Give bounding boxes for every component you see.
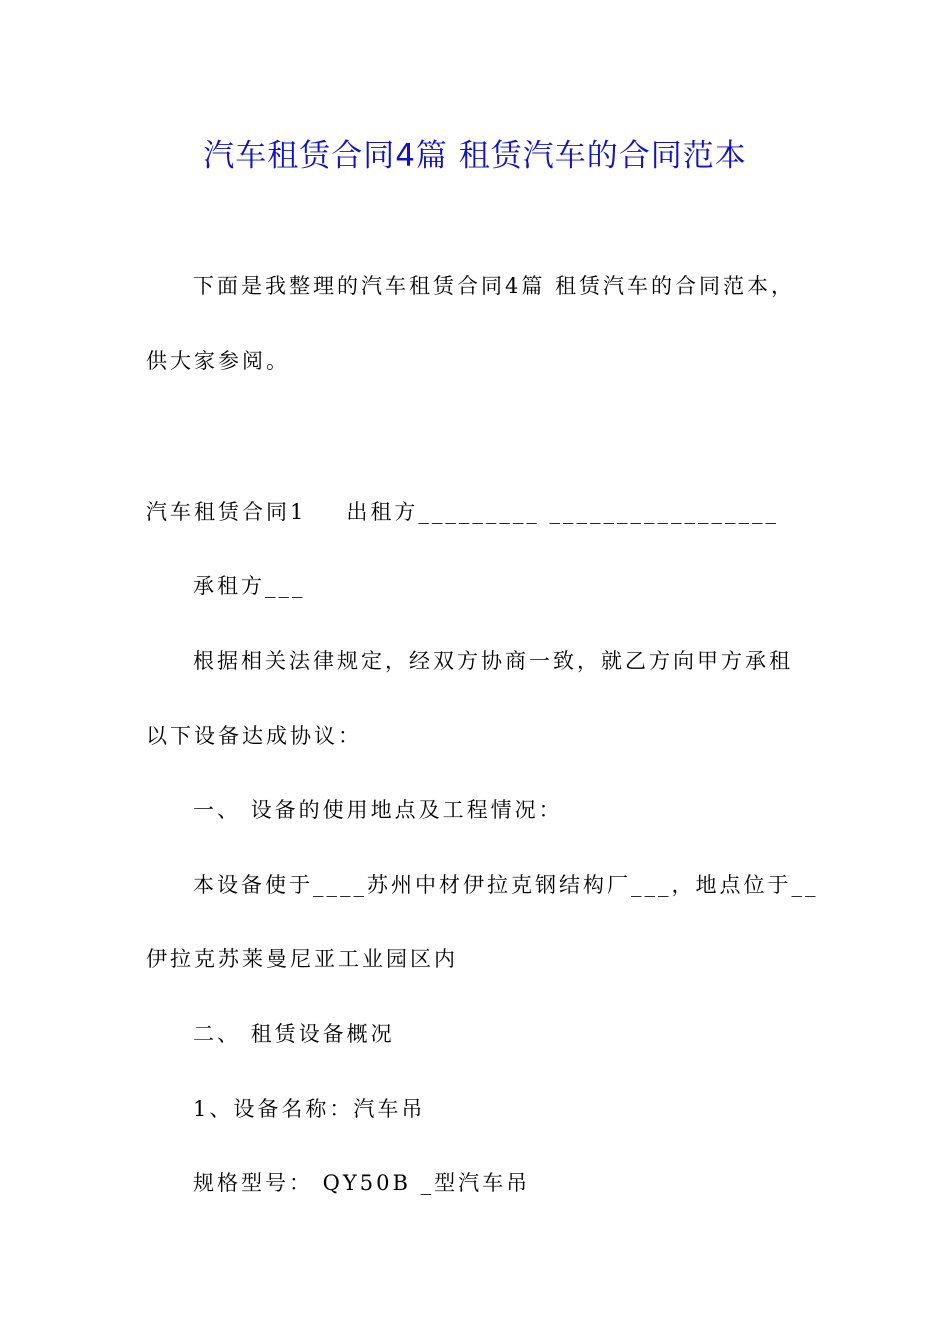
lessor-label: 出租方_________ _________________ xyxy=(346,500,780,524)
equipment-name: 1、设备名称：汽车吊 xyxy=(193,1097,426,1121)
lessee-label: 承租方___ xyxy=(193,574,306,598)
intro-line-1: 下面是我整理的汽车租赁合同4篇 租赁汽车的合同范本， xyxy=(193,274,796,298)
section-1-heading: 一、 设备的使用地点及工程情况： xyxy=(193,798,563,822)
equipment-model: 规格型号： QY50B _型汽车吊 xyxy=(193,1171,531,1195)
section-2-heading: 二、 租赁设备概况 xyxy=(193,1022,395,1046)
document-title: 汽车租赁合同4篇 租赁汽车的合同范本 xyxy=(203,138,747,174)
location-line-1: 本设备使于____苏州中材伊拉克钢结构厂___，地点位于__ xyxy=(193,873,819,897)
contract-heading-row xyxy=(146,496,779,526)
basis-line-2: 以下设备达成协议： xyxy=(146,724,362,748)
basis-line-1: 根据相关法律规定，经双方协商一致，就乙方向甲方承租 xyxy=(193,649,793,673)
contract-heading: 汽车租赁合同1 xyxy=(146,500,307,524)
location-line-2: 伊拉克苏莱曼尼亚工业园区内 xyxy=(146,947,458,971)
intro-line-2: 供大家参阅。 xyxy=(146,349,290,373)
